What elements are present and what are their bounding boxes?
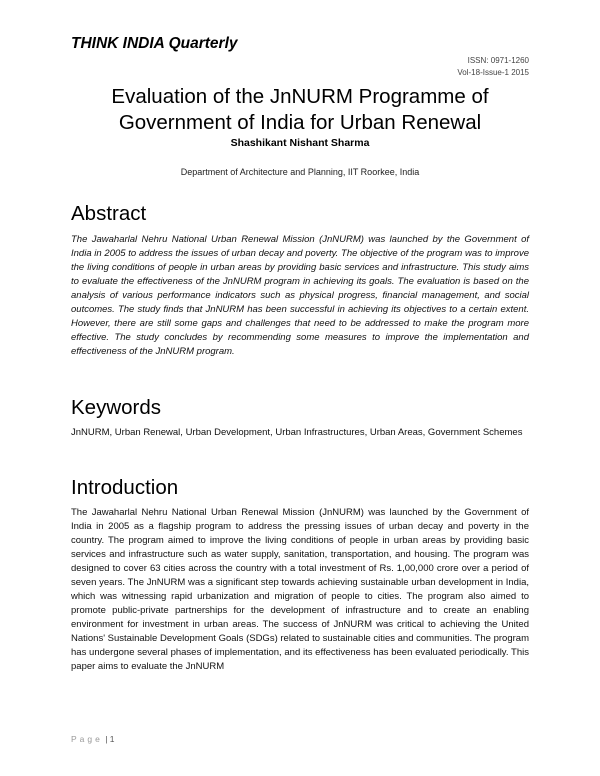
keywords-text: JnNURM, Urban Renewal, Urban Development, Urban Infrastructures, Urban Areas, Government Schemes	[71, 427, 523, 438]
title-line-1: Evaluation of the JnNURM Programme of	[111, 85, 489, 108]
author-affiliation: Department of Architecture and Planning, IIT Roorkee, India	[180, 167, 420, 177]
page-footer	[71, 734, 115, 744]
abstract-heading: Abstract	[71, 202, 147, 225]
journal-name: THINK INDIA Quarterly	[71, 35, 238, 52]
abstract-text: The Jawaharlal Nehru National Urban Renewal Mission (JnNURM) was launched by the Government of India in 2005 to address the issues of urban decay and poverty. The objective of the program was to improve the living conditions of people in urban areas by providing basic services and infrastructure. This study aims to evaluate the effectiveness of the JnNURM program in achieving its goals. The evaluation is based on the analysis of various performance indicators such as physical progress, financial management, and social outcomes. The study finds that JnNURM has been successful in achieving its objectives to a certain extent. However, there are still some gaps and challenges that need to be addressed to make the program more effective. The study concludes by recommending some measures to improve the implementation and effectiveness of the JnNURM program.	[71, 234, 529, 357]
keywords-heading: Keywords	[71, 396, 162, 419]
page-number: | 1	[105, 734, 115, 744]
volume-issue: Vol-18-Issue-1 2015	[457, 68, 529, 77]
author-name: Shashikant Nishant Sharma	[230, 137, 370, 149]
page-label: Page	[71, 734, 103, 744]
title-line-2: Government of India for Urban Renewal	[118, 111, 482, 134]
introduction-text: The Jawaharlal Nehru National Urban Renewal Mission (JnNURM) was launched by the Government of India in 2005 as a flagship program to address the pressing issues of urban decay and poverty in the country. The program aimed to improve the living conditions of people in urban areas by providing basic services and infrastructure such as water supply, sanitation, transportation, and housing. The program was designed to cover 63 cities across the country with a total investment of Rs. 1,00,000 crore over a period of seven years. The JnNURM was a significant step towards achieving sustainable urban development in India, which was witnessing rapid urbanization and migration of people to cities. The program also aimed to promote public-private partnerships for the development of infrastructure and to create an enabling environment for investment in urban areas. The success of JnNURM was critical to achieving the United Nations' Sustainable Development Goals (SDGs) related to sustainable cities and communities. The program has undergone several phases of implementation, and its effectiveness has been evaluated periodically. This paper aims to evaluate the JnNURM	[71, 507, 529, 672]
issn-block	[457, 55, 529, 79]
paper-title	[71, 84, 529, 136]
issn-number: ISSN: 0971-1260	[467, 56, 529, 65]
introduction-heading: Introduction	[71, 476, 179, 499]
